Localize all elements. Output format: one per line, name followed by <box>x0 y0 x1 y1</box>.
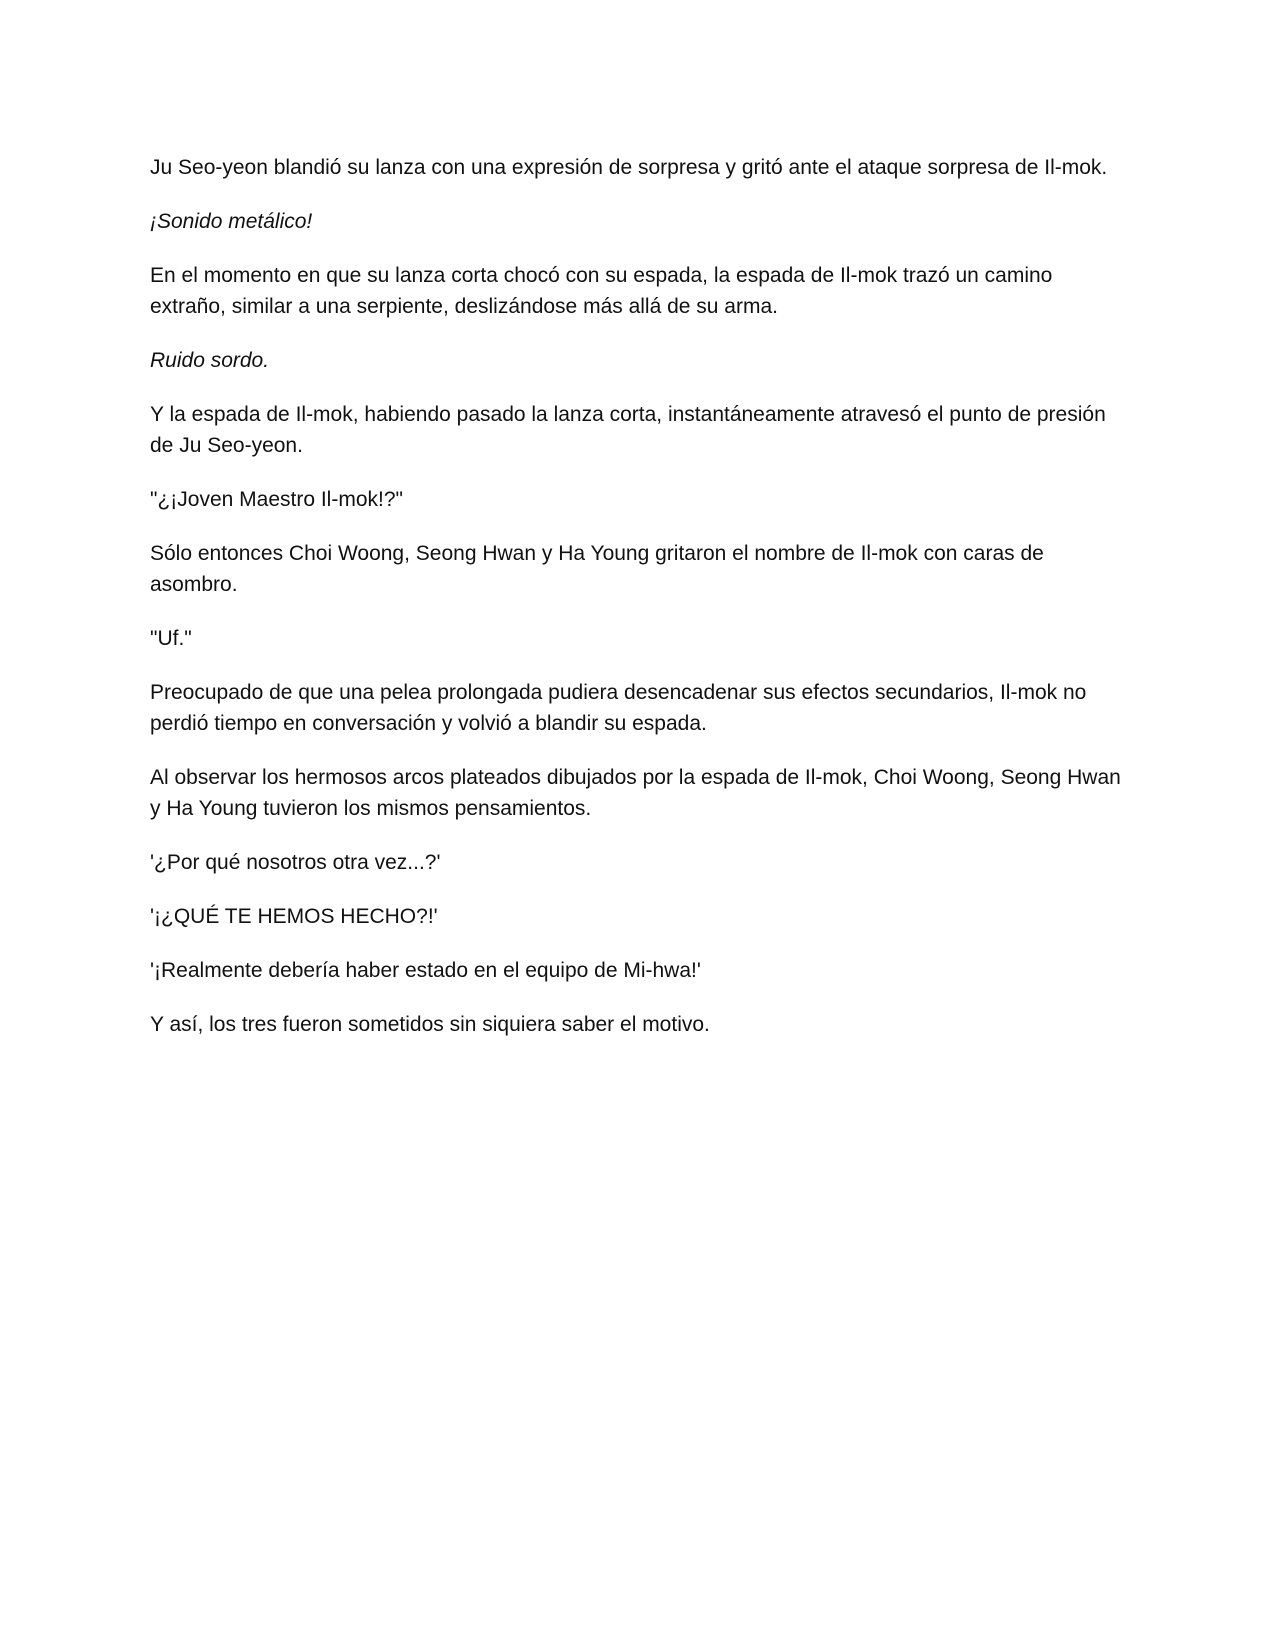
paragraph-11-thought: '¿Por qué nosotros otra vez...?' <box>150 851 441 874</box>
paragraph-3: En el momento en que su lanza corta chocó con su espada, la espada de Il-mok trazó un camino extraño, similar a una serpiente, deslizándose más allá de su arma. <box>150 264 1053 318</box>
paragraph-8-dialogue: "Uf." <box>150 627 192 650</box>
paragraph-10: Al observar los hermosos arcos plateados dibujados por la espada de Il-mok, Choi Woong, Seong Hwan y Ha Young tuvieron los mismos pensamientos. <box>150 766 1121 820</box>
paragraph-6-dialogue: "¿¡Joven Maestro Il-mok!?" <box>150 488 403 511</box>
paragraph-1: Ju Seo-yeon blandió su lanza con una expresión de sorpresa y gritó ante el ataque sorpresa de Il-mok. <box>150 156 1108 179</box>
paragraph-4-sound-effect: Ruido sordo. <box>150 349 270 372</box>
paragraph-14: Y así, los tres fueron sometidos sin siquiera saber el motivo. <box>150 1013 710 1036</box>
paragraph-2-sound-effect: ¡Sonido metálico! <box>150 210 313 233</box>
paragraph-5: Y la espada de Il-mok, habiendo pasado la lanza corta, instantáneamente atravesó el punto de presión de Ju Seo-yeon. <box>150 403 1106 457</box>
paragraph-9: Preocupado de que una pelea prolongada pudiera desencadenar sus efectos secundarios, Il-mok no perdió tiempo en conversación y volvió a blandir su espada. <box>150 681 1087 735</box>
paragraph-12-thought: '¡¿QUÉ TE HEMOS HECHO?!' <box>150 905 438 928</box>
paragraph-13-thought: '¡Realmente debería haber estado en el equipo de Mi-hwa!' <box>150 959 701 982</box>
paragraph-7: Sólo entonces Choi Woong, Seong Hwan y Ha Young gritaron el nombre de Il-mok con caras de asombro. <box>150 542 1044 596</box>
document-body <box>150 152 1125 1063</box>
